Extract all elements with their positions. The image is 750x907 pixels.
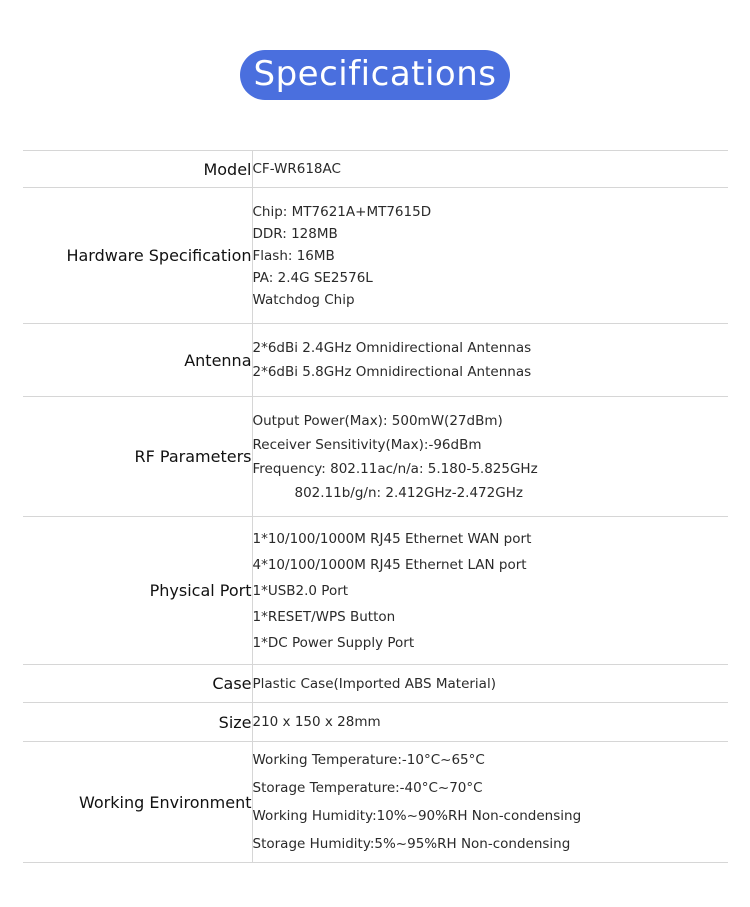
spec-row-rf — [23, 397, 728, 517]
spec-value-line: 1*RESET/WPS Button — [252, 608, 396, 625]
spec-value-line: Chip: MT7621A+MT7615D — [252, 203, 432, 220]
spec-value-line: 210 x 150 x 28mm — [252, 714, 381, 730]
spec-value — [252, 665, 728, 703]
spec-label: Hardware Specification — [23, 188, 252, 324]
spec-value-line: DDR: 128MB — [252, 225, 338, 242]
spec-table — [23, 150, 728, 863]
title-container — [0, 50, 750, 100]
spec-value-line: Frequency: 802.11ac/n/a: 5.180-5.825GHz — [252, 460, 538, 477]
spec-value-line: Receiver Sensitivity(Max):-96dBm — [252, 436, 482, 453]
spec-value — [252, 397, 728, 517]
page-title: Specifications — [240, 50, 510, 100]
spec-value-line: Storage Humidity:5%~95%RH Non-condensing — [252, 836, 571, 852]
spec-value-line: 2*6dBi 2.4GHz Omnidirectional Antennas — [252, 340, 532, 356]
spec-label: Size — [23, 703, 252, 742]
spec-label: Physical Port — [23, 517, 252, 665]
spec-value-line: Working Temperature:-10°C~65°C — [252, 752, 485, 768]
spec-value-line: 4*10/100/1000M RJ45 Ethernet LAN port — [252, 556, 527, 573]
spec-value-line: 1*10/100/1000M RJ45 Ethernet WAN port — [252, 530, 532, 547]
spec-value-line: Working Humidity:10%~90%RH Non-condensing — [252, 808, 582, 824]
spec-label: RF Parameters — [23, 397, 252, 517]
spec-value — [252, 151, 728, 188]
spec-row-antenna — [23, 324, 728, 397]
spec-row-model — [23, 151, 728, 188]
spec-value-line: Output Power(Max): 500mW(27dBm) — [252, 412, 503, 429]
spec-value-line: 802.11b/g/n: 2.412GHz-2.472GHz — [294, 484, 523, 501]
spec-row-hardware — [23, 188, 728, 324]
spec-value-line: PA: 2.4G SE2576L — [252, 269, 373, 286]
spec-value — [252, 742, 728, 863]
spec-value — [252, 188, 728, 324]
spec-value-line: 1*DC Power Supply Port — [252, 634, 415, 651]
spec-value — [252, 324, 728, 397]
spec-value — [252, 517, 728, 665]
spec-row-size — [23, 703, 728, 742]
spec-row-physical-port — [23, 517, 728, 665]
spec-value — [252, 703, 728, 742]
spec-label: Model — [23, 151, 252, 188]
spec-label: Working Environment — [23, 742, 252, 863]
spec-value-line: 1*USB2.0 Port — [252, 582, 349, 599]
spec-row-working-environment — [23, 742, 728, 863]
spec-label: Case — [23, 665, 252, 703]
spec-value-line: Watchdog Chip — [252, 291, 355, 308]
spec-value-line: Plastic Case(Imported ABS Material) — [252, 675, 496, 692]
spec-value-line: CF-WR618AC — [252, 161, 341, 177]
spec-value-line: Flash: 16MB — [252, 247, 335, 264]
spec-value-line: Storage Temperature:-40°C~70°C — [252, 780, 483, 796]
spec-value-line: 2*6dBi 5.8GHz Omnidirectional Antennas — [252, 364, 532, 380]
spec-row-case — [23, 665, 728, 703]
spec-label: Antenna — [23, 324, 252, 397]
